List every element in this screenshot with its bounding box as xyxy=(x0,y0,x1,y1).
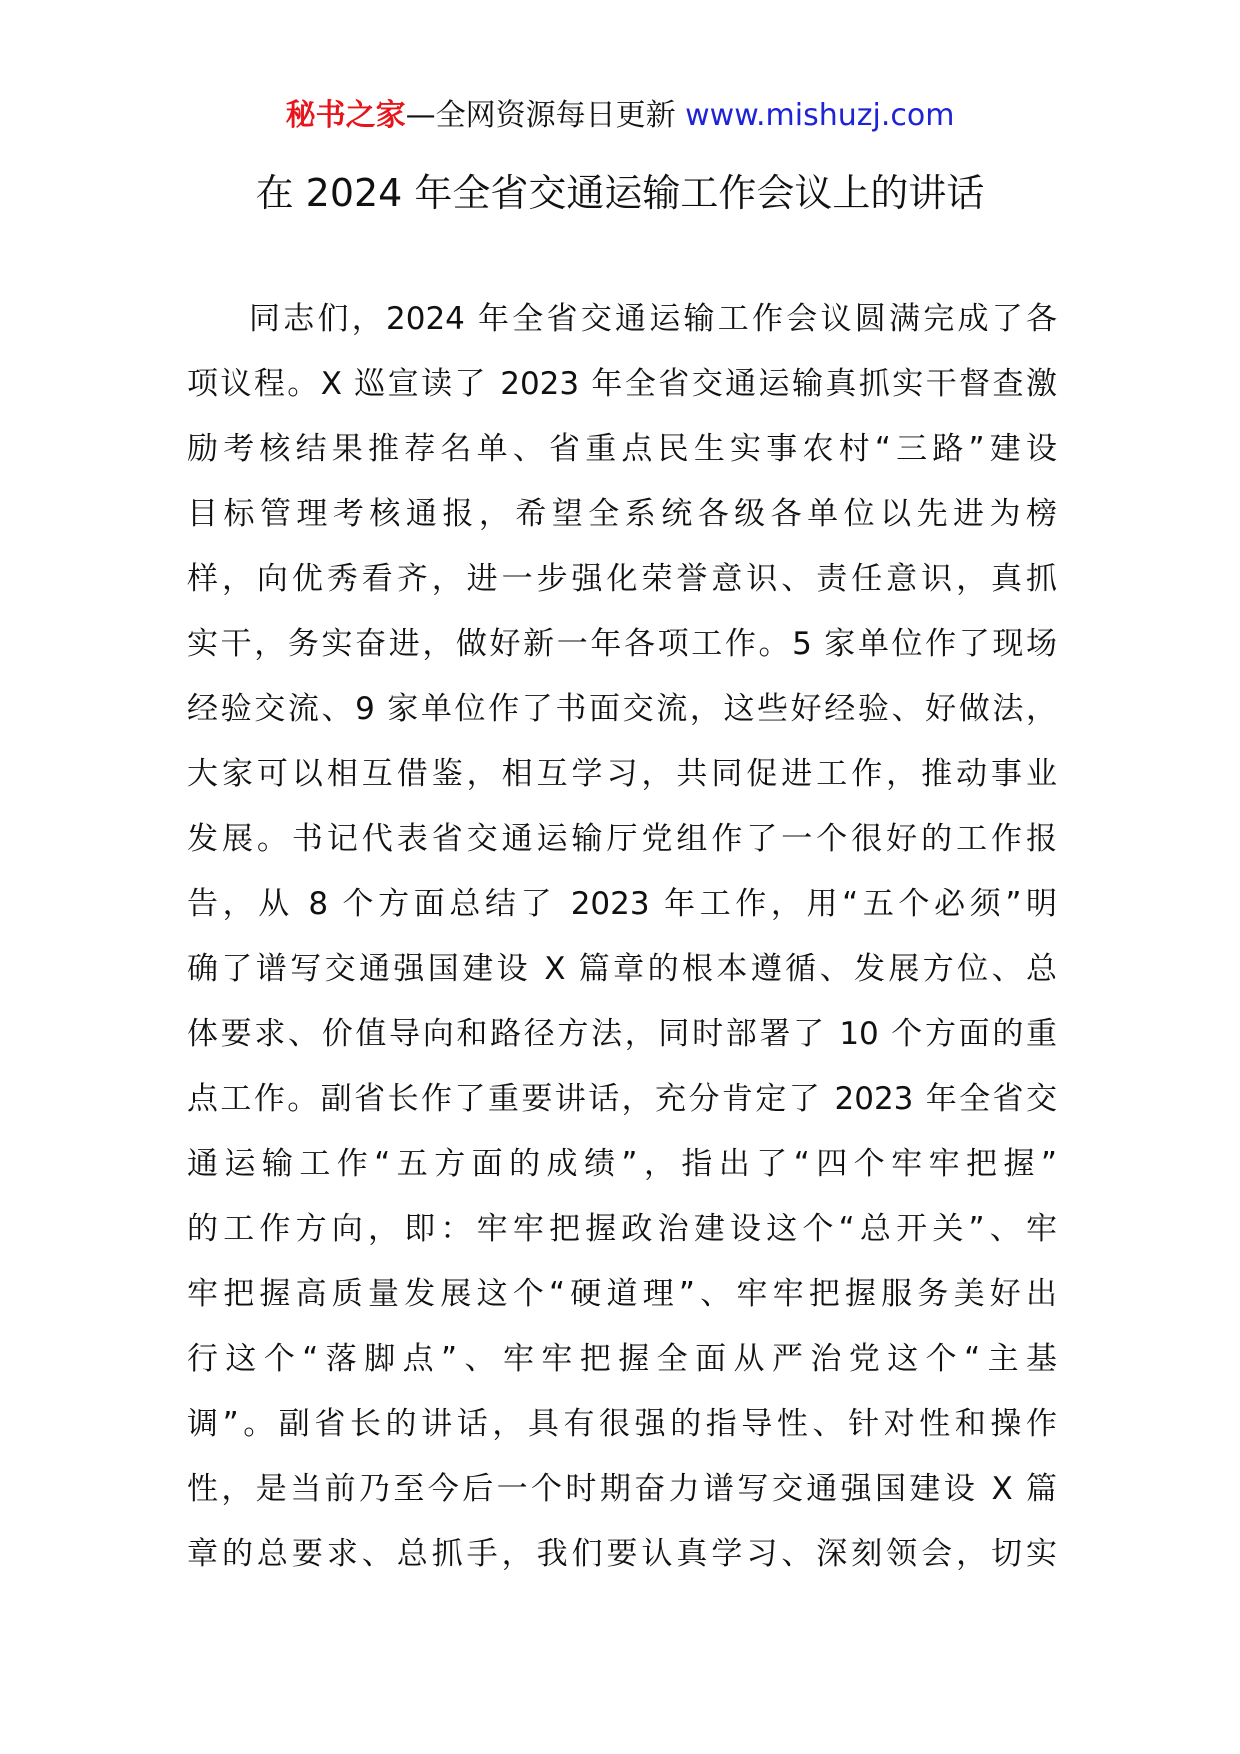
paragraph-line: 同志们，2024 年全省交通运输工作会议圆满完成了各 xyxy=(249,301,1057,337)
paragraph-line: 行这个“落脚点”、牢牢把握全面从严治党这个“主基 xyxy=(187,1341,1057,1377)
header-slogan: —全网资源每日更新 xyxy=(405,98,676,133)
paragraph-line: 体要求、价值导向和路径方法，同时部署了 10 个方面的重 xyxy=(187,1016,1057,1052)
paragraph-line: 发展。书记代表省交通运输厅党组作了一个很好的工作报 xyxy=(187,821,1057,857)
paragraph-line: 样，向优秀看齐，进一步强化荣誉意识、责任意识，真抓 xyxy=(187,561,1057,597)
paragraph-line: 章的总要求、总抓手，我们要认真学习、深刻领会，切实 xyxy=(187,1536,1057,1572)
paragraph-line: 确了谱写交通强国建设 X 篇章的根本遵循、发展方位、总 xyxy=(187,951,1057,987)
paragraph-line: 目标管理考核通报，希望全系统各级各单位以先进为榜 xyxy=(187,496,1057,532)
paragraph-line: 牢把握高质量发展这个“硬道理”、牢牢把握服务美好出 xyxy=(187,1276,1057,1312)
site-url: www.mishuzj.com xyxy=(685,98,955,133)
body-paragraph xyxy=(187,294,1057,1594)
paragraph-line: 励考核结果推荐名单、省重点民生实事农村“三路”建设 xyxy=(187,431,1057,467)
brand-name: 秘书之家 xyxy=(285,98,406,133)
site-header xyxy=(0,96,1240,136)
paragraph-line: 经验交流、9 家单位作了书面交流，这些好经验、好做法， xyxy=(187,691,1057,727)
paragraph-line: 实干，务实奋进，做好新一年各项工作。5 家单位作了现场 xyxy=(187,626,1057,662)
paragraph-line: 大家可以相互借鉴，相互学习，共同促进工作，推动事业 xyxy=(187,756,1057,792)
paragraph-line: 告，从 8 个方面总结了 2023 年工作，用“五个必须”明 xyxy=(187,886,1057,922)
paragraph-line: 性，是当前乃至今后一个时期奋力谱写交通强国建设 X 篇 xyxy=(187,1471,1057,1507)
paragraph-line: 通运输工作“五方面的成绩”，指出了“四个牢牢把握” xyxy=(187,1146,1057,1182)
paragraph-line: 项议程。X 巡宣读了 2023 年全省交通运输真抓实干督查激 xyxy=(187,366,1057,402)
paragraph-line: 调”。副省长的讲话，具有很强的指导性、针对性和操作 xyxy=(187,1406,1057,1442)
paragraph-line: 点工作。副省长作了重要讲话，充分肯定了 2023 年全省交 xyxy=(187,1081,1057,1117)
document-title: 在 2024 年全省交通运输工作会议上的讲话 xyxy=(255,171,985,215)
paragraph-line: 的工作方向，即：牢牢把握政治建设这个“总开关”、牢 xyxy=(187,1211,1057,1247)
